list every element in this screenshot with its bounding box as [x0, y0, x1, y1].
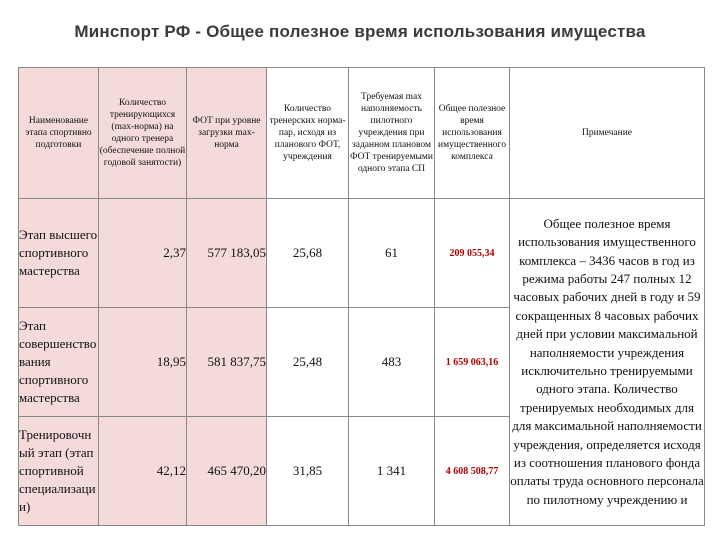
- total-time-cell: 209 055,34: [435, 199, 510, 308]
- trainers-cell: 25,48: [267, 308, 349, 417]
- header-total-time: Общее полезное время использования имущественного комплекса: [435, 68, 510, 199]
- trainees-cell: 2,37: [99, 199, 187, 308]
- header-capacity: Требуемая max наполняемость пилотного учреждения при заданном плановом ФОТ тренируемыми одного этапа СП: [349, 68, 435, 199]
- trainers-cell: 25,68: [267, 199, 349, 308]
- page-title: Минспорт РФ - Общее полезное время использования имущества: [74, 22, 646, 41]
- header-trainers: Количество тренерских норма-пар, исходя из планового ФОТ, учреждения: [267, 68, 349, 199]
- payroll-cell: 581 837,75: [187, 308, 267, 417]
- note-cell: Общее полезное время использования имущественного комплекса – 3436 часов в год из режима работы 247 полных 12 часовых рабочих дней в году и 59 сокращенных 8 часовых рабочих дней при условии максимальной наполняемости учреждения исключительно тренируемыми одного этапа. Количество тренируемых необходимых для для максимальной наполняемости учреждения, определяется исходя из соотношения планового фонда оплаты труда основного персонала по пилотному учреждению и: [510, 199, 705, 526]
- total-time-cell: 4 608 508,77: [435, 417, 510, 526]
- trainers-cell: 31,85: [267, 417, 349, 526]
- capacity-cell: 1 341: [349, 417, 435, 526]
- header-payroll: ФОТ при уровне загрузки max-норма: [187, 68, 267, 199]
- capacity-cell: 61: [349, 199, 435, 308]
- header-stage: Наименование этапа спортивно подготовки: [19, 68, 99, 199]
- table-row: [19, 199, 705, 308]
- payroll-cell: 465 470,20: [187, 417, 267, 526]
- trainees-cell: 18,95: [99, 308, 187, 417]
- usage-time-table: [18, 67, 705, 526]
- stage-cell: Тренировочный этап (этап спортивной специализации): [19, 417, 99, 526]
- capacity-cell: 483: [349, 308, 435, 417]
- header-row: [19, 68, 705, 199]
- header-trainees: Количество тренирующихся (max-норма) на одного тренера (обеспечение полной годовой занятости): [99, 68, 187, 199]
- stage-cell: Этап высшего спортивного мастерства: [19, 199, 99, 308]
- header-note: Примечание: [510, 68, 705, 199]
- total-time-cell: 1 659 063,16: [435, 308, 510, 417]
- trainees-cell: 42,12: [99, 417, 187, 526]
- stage-cell: Этап совершенствования спортивного мастерства: [19, 308, 99, 417]
- payroll-cell: 577 183,05: [187, 199, 267, 308]
